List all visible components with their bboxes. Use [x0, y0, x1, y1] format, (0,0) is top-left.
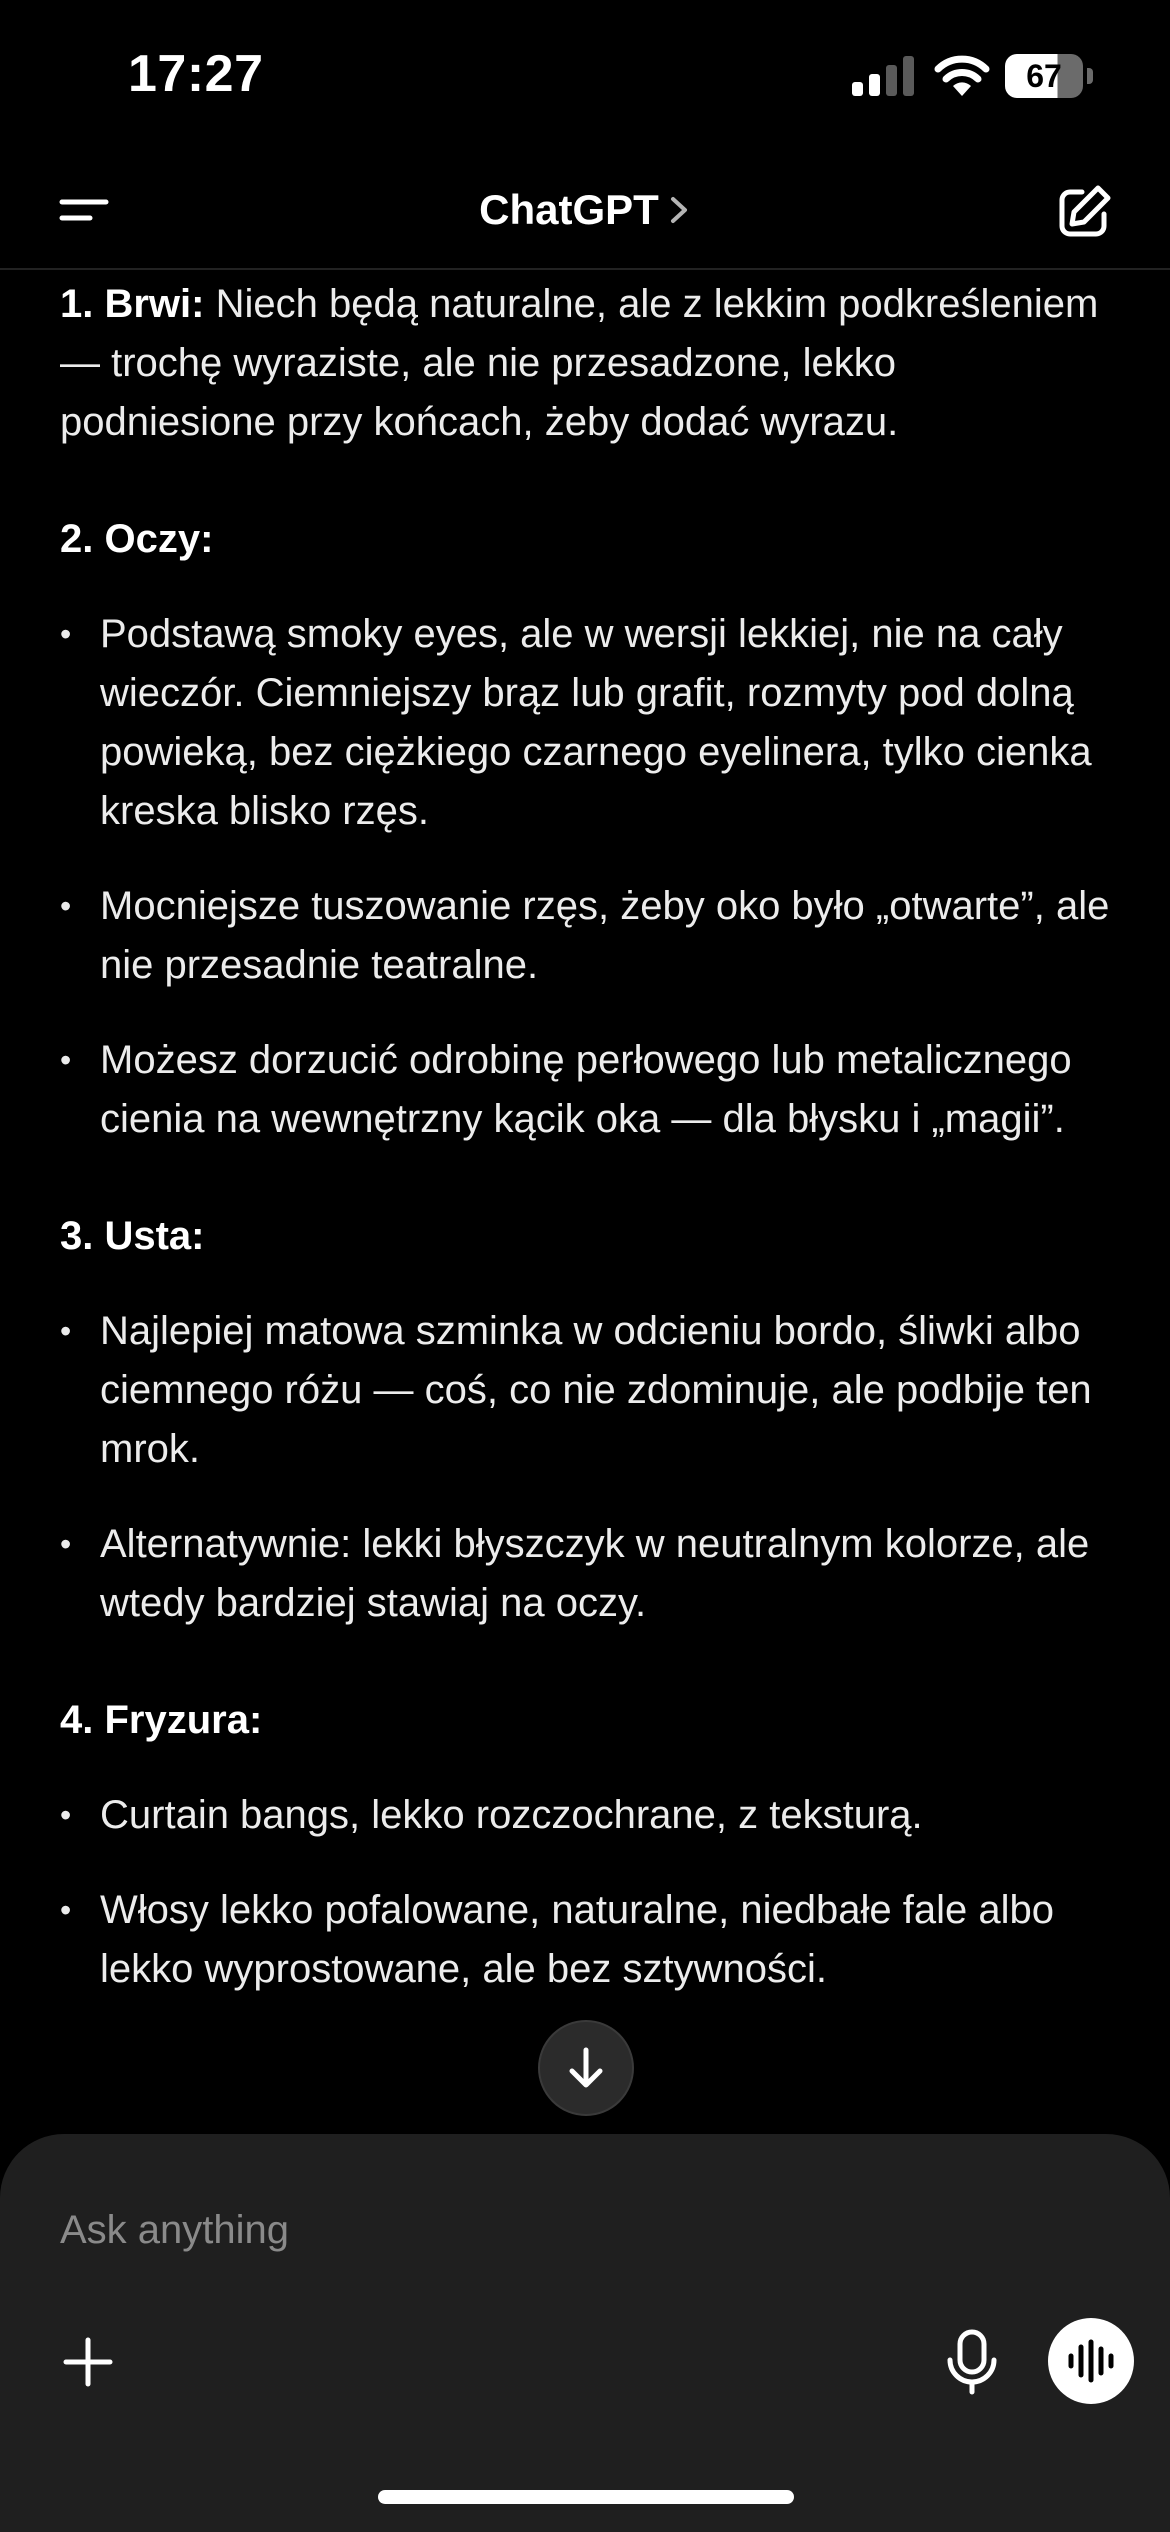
section-heading: 1. Brwi:	[60, 282, 205, 326]
voice-mode-button[interactable]	[1048, 2318, 1134, 2404]
wifi-icon	[934, 54, 990, 96]
list-item: • Mocniejsze tuszowanie rzęs, żeby oko było „otwarte”, ale nie przesadnie teatralne.	[60, 877, 1110, 995]
composer	[0, 2134, 1170, 2532]
page-title: ChatGPT	[479, 186, 659, 233]
plus-icon[interactable]	[56, 2330, 120, 2394]
status-time: 17:27	[128, 45, 264, 103]
section-heading: 3. Usta:	[60, 1214, 205, 1258]
section-heading: 4. Fryzura:	[60, 1698, 263, 1742]
new-chat-icon[interactable]	[1054, 182, 1114, 242]
battery-icon	[1005, 54, 1093, 98]
list-item: • Możesz dorzucić odrobinę perłowego lub metalicznego cienia na wewnętrzny kącik oka — dla błysku i „magii”.	[60, 1031, 1110, 1149]
list-item: • Włosy lekko pofalowane, naturalne, niedbałe fale albo lekko wyprostowane, ale bez sztywności.	[60, 1881, 1110, 1999]
signal-icon	[852, 56, 914, 96]
scroll-to-bottom-button[interactable]	[538, 2020, 634, 2116]
section-brwi	[60, 275, 1110, 452]
list-item: • Najlepiej matowa szminka w odcieniu bordo, śliwki albo ciemnego różu — coś, co nie zdominuje, ale podbije ten mrok.	[60, 1302, 1110, 1479]
microphone-icon[interactable]	[940, 2326, 1004, 2398]
section-text: Niech będą naturalne, ale z lekkim podkreśleniem — trochę wyraziste, ale nie przesadzone, lekko podniesione przy końcach, żeby dodać wyrazu.	[60, 282, 1099, 444]
message-input[interactable]	[60, 2194, 1060, 2266]
battery-level: 67	[1026, 58, 1062, 94]
list-item: • Curtain bangs, lekko rozczochrane, z teksturą.	[60, 1786, 1110, 1845]
nav-bar	[0, 150, 1170, 270]
arrow-down-icon	[566, 2046, 606, 2090]
assistant-message	[60, 275, 1110, 1999]
list-item: • Podstawą smoky eyes, ale w wersji lekkiej, nie na cały wieczór. Ciemniejszy brąz lub grafit, rozmyty pod dolną powieką, bez ciężkiego czarnego eyelinera, tylko cienka kreska blisko rzęs.	[60, 605, 1110, 841]
chevron-right-icon	[667, 193, 691, 227]
bullet-list-fryzura	[60, 1786, 1110, 1999]
model-selector[interactable]	[0, 180, 1170, 240]
list-item: • Alternatywnie: lekki błyszczyk w neutralnym kolorze, ale wtedy bardziej stawiaj na oczy.	[60, 1515, 1110, 1633]
voice-mode-icon	[1065, 2339, 1117, 2383]
home-indicator	[378, 2490, 794, 2504]
bullet-list-oczy	[60, 605, 1110, 1149]
section-heading: 2. Oczy:	[60, 517, 214, 561]
bullet-list-usta	[60, 1302, 1110, 1633]
status-bar	[0, 0, 1170, 150]
